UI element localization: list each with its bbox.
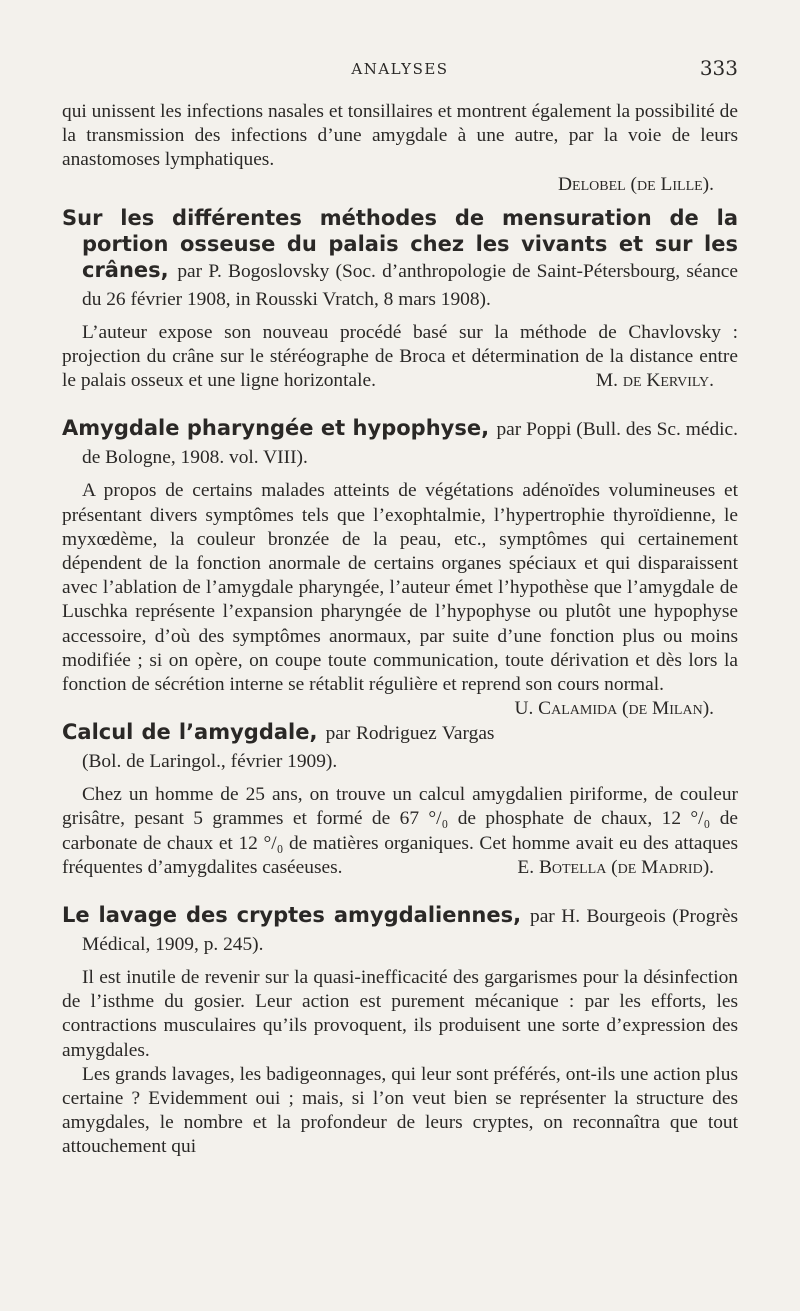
author-signature: U. Calamida (de Milan). xyxy=(514,698,714,720)
title-citation: par Rodriguez Vargas (Bol. de Laringol., février 1909). xyxy=(82,723,495,773)
title-text: Le lavage des cryptes amygdaliennes, xyxy=(62,903,522,928)
paragraph-text: Chez un homme de 25 ans, on trouve un calcul amygdalien piriforme, de couleur grisâtre, pesant 5 grammes et formé de 67 °/₀ de phosphate de chaux, 12 °/₀ de carbonate de chaux et 12 °/₀ de matières organiques. Cet homme avait eu des attaques fréquentes d’amygdalites caséeuses. xyxy=(62,784,738,878)
paragraph: Les grands lavages, les badigeonnages, qui leur sont préférés, ont-ils une action plus certaine ? Evidemment oui ; mais, si l’on veut bien se représenter la structure des amygdales, le nombre et la profondeur de leurs cryptes, on reconnaîtra que tout attouchement qui xyxy=(62,1063,738,1158)
title-text: Sur les différentes méthodes de mensuration de la portion osseuse du palais chez les vivants et sur les crânes, xyxy=(62,205,738,282)
running-head: ANALYSES xyxy=(351,60,449,78)
article-title xyxy=(62,719,738,775)
page-header xyxy=(62,56,738,86)
paragraph-text: A propos de certains malades atteints de végétations adénoïdes volumineuses et présentant divers symptômes tels que l’exophtalmie, l’hypertrophie thyroïdienne, le myxœdème, la couleur bronzée de la peau, etc., symptômes qui certainement dépendent de la fonction anormale de certains organes spéciaux et qui disparaissent avec l’ablation de l’amygdale pharyngée, l’auteur émet l’hypothèse que l’amygdale de Luschka représente l’expansion pharyngée de l’hypophyse ou plutôt une hypophyse accessoire, d’où des symptômes anormaux, par suite d’une fonction plus ou moins modifiée ; si on opère, on coupe toute communication, toute dérivation et dès lors la fonction de sécrétion interne se rétablit régulière et reprend son cours normal. xyxy=(62,480,738,696)
article-title xyxy=(62,902,738,958)
title-citation: par Poppi (Bull. des Sc. médic. de Bologne, 1908. vol. VIII). xyxy=(82,419,739,469)
article-title xyxy=(62,205,738,313)
author-signature: E. Botella (de Madrid). xyxy=(517,856,714,878)
title-text: Calcul de l’amygdale, xyxy=(62,720,318,745)
paragraph-text: L’auteur expose son nouveau procédé basé sur la méthode de Chavlovsky : projection du crâne sur le stéréographe de Broca et détermination de la distance entre le palais osseux et une ligne horizontale. xyxy=(62,321,738,392)
paragraph-continued: qui unissent les infections nasales et tonsillaires et montrent également la possibilité de la transmission des infections d’une amygdale à une autre, par la voie de leurs anastomoses lymphatiques. xyxy=(62,101,738,171)
page-body xyxy=(62,100,738,1160)
title-citation: par H. Bourgeois (Progrès Médical, 1909, p. 245). xyxy=(82,906,739,956)
paragraph xyxy=(62,321,738,394)
title-citation: par P. Bogoslovsky (Soc. d’anthropologie de Saint-Pétersbourg, séance du 26 février 1908, in Rousski Vratch, 8 mars 1908). xyxy=(82,260,739,310)
author-signature: M. de Kervily. xyxy=(595,370,714,392)
signature-text: Delobel (de Lille). xyxy=(558,173,714,195)
page-number: 333 xyxy=(699,56,738,80)
paragraph xyxy=(62,783,738,880)
author-signature xyxy=(62,173,738,197)
paragraph: Il est inutile de revenir sur la quasi-inefficacité des gargarismes pour la désinfection de l’isthme du gosier. Leur action est purement mécanique : par les efforts, les contractions musculaires qu’ils provoquent, ils produisent une sorte d’expression des amygdales. xyxy=(62,967,738,1061)
title-text: Amygdale pharyngée et hypophyse, xyxy=(62,416,490,441)
paragraph xyxy=(62,479,738,720)
article-title xyxy=(62,415,738,471)
